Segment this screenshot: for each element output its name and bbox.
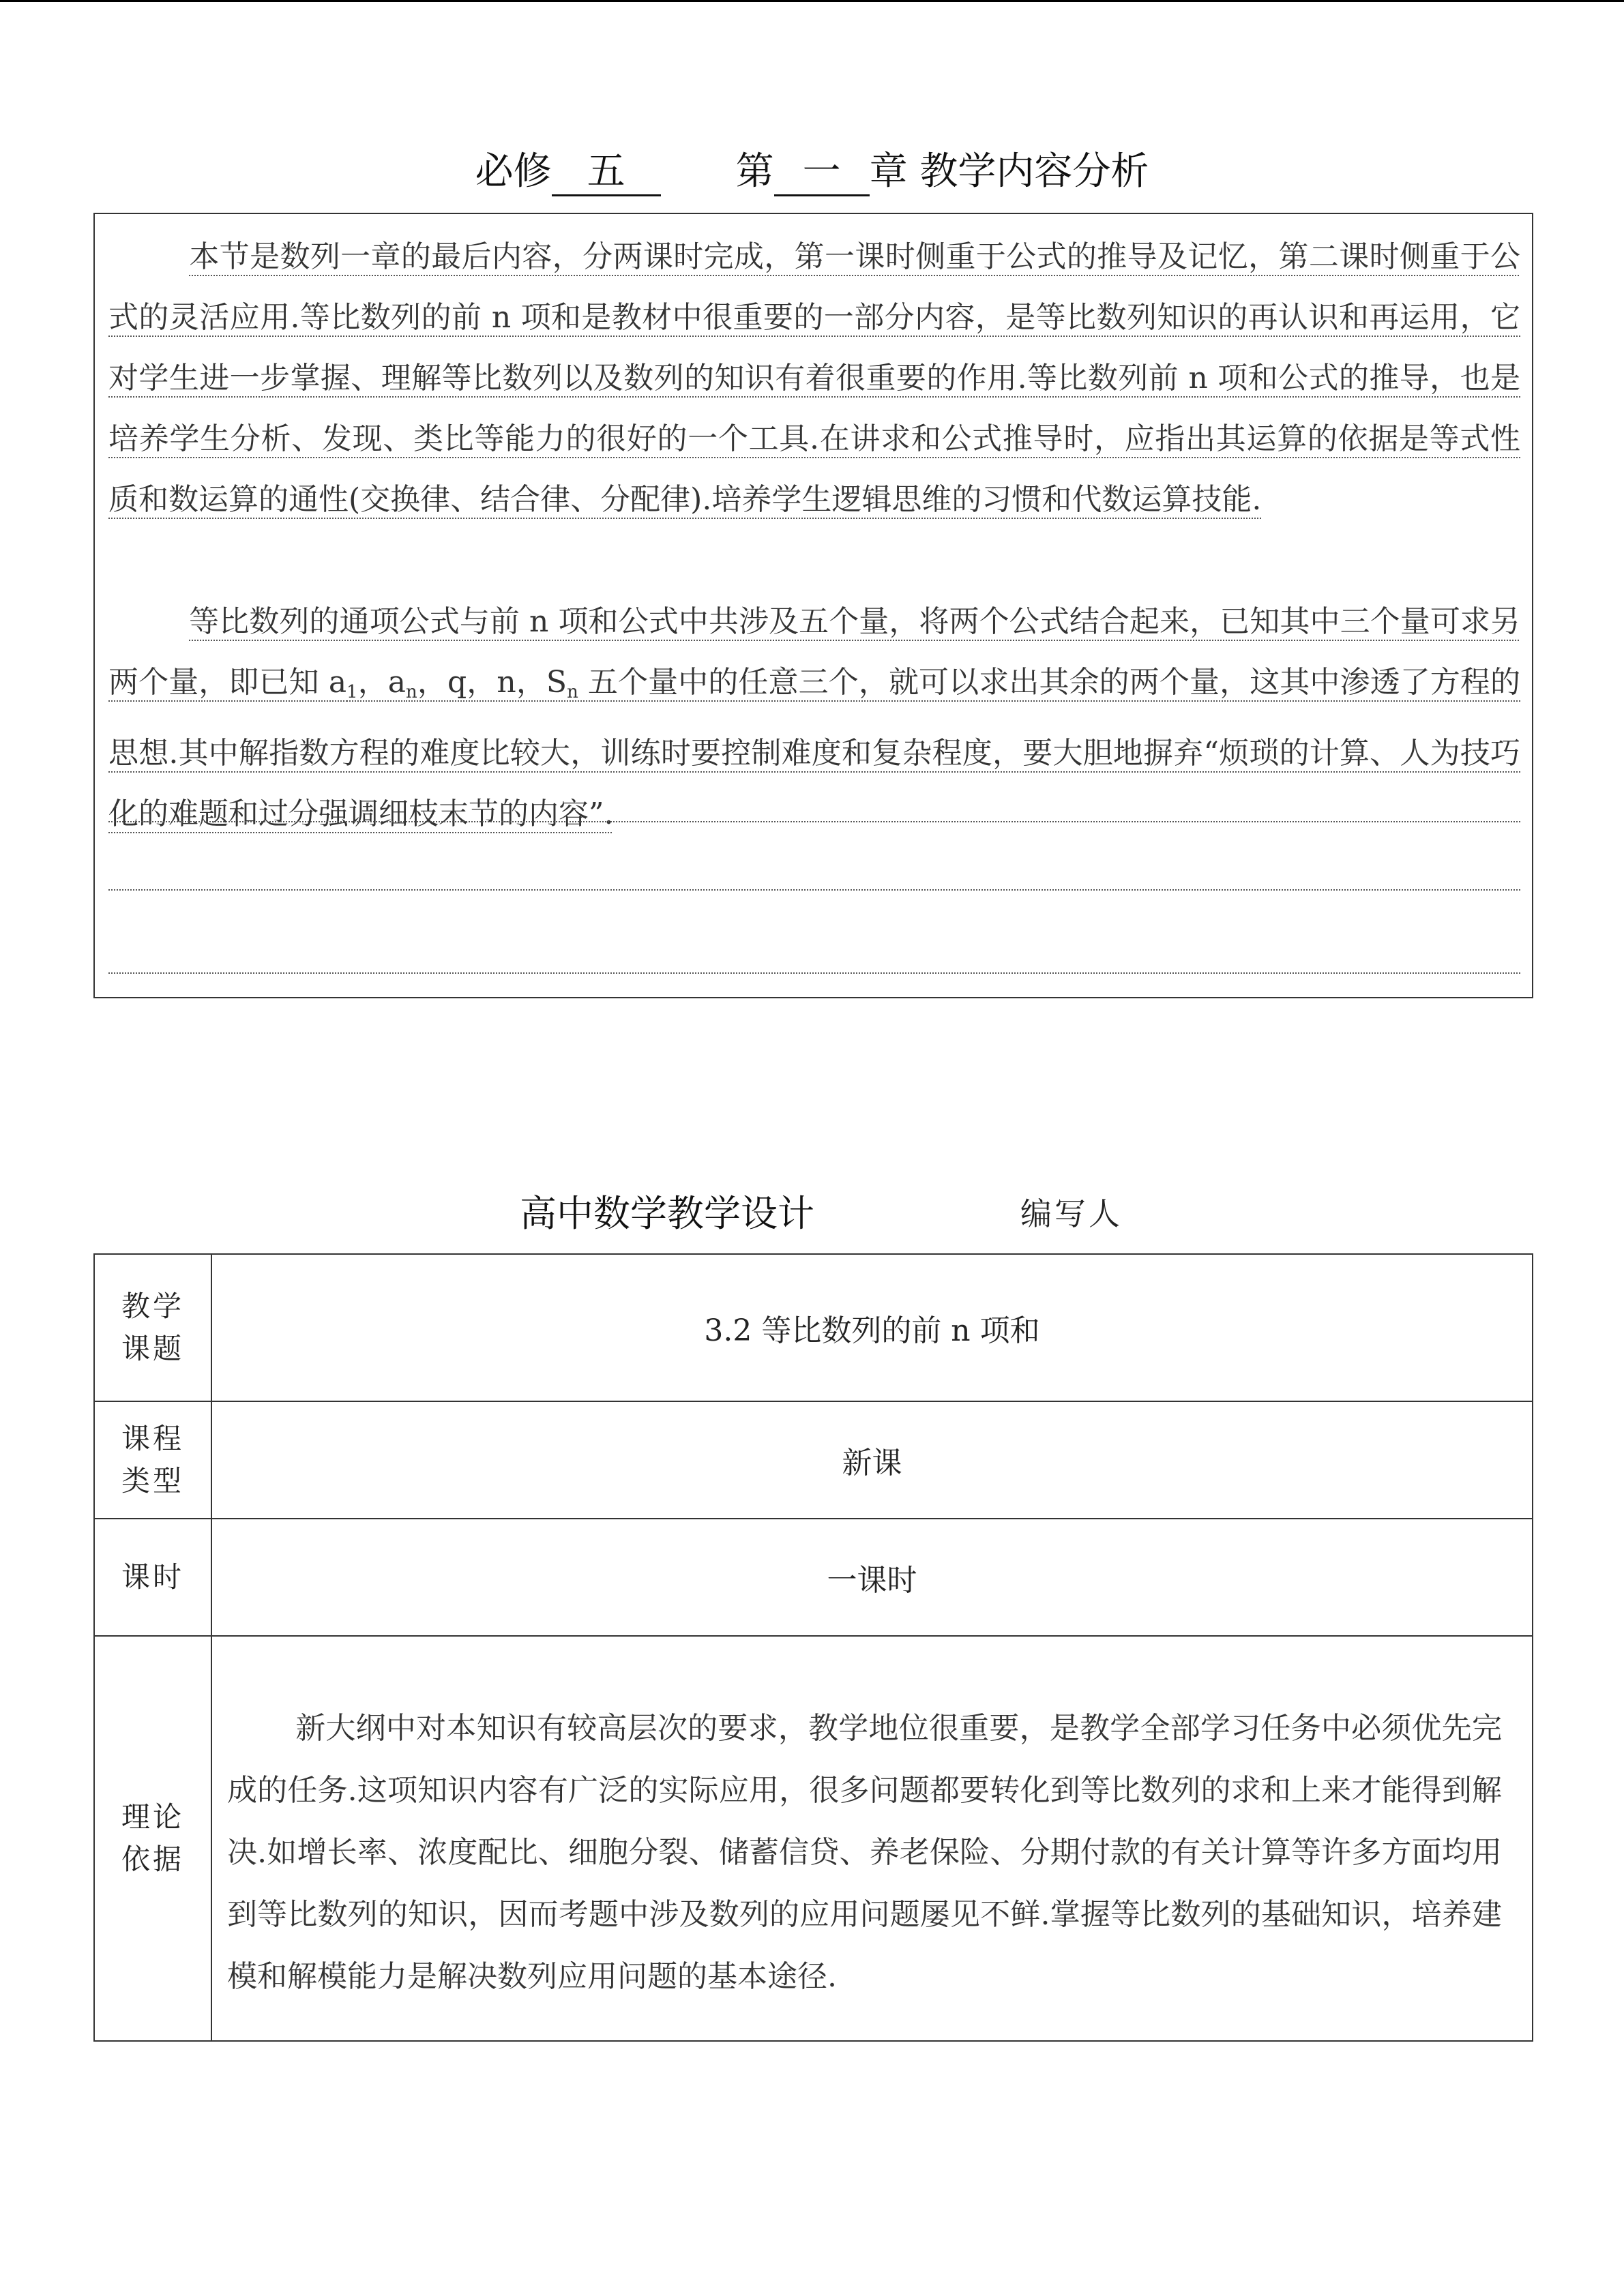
dotted-writing-line (108, 821, 1520, 822)
theory-basis-cell (211, 1636, 1533, 2041)
theory-basis-text: 新大纲中对本知识有较高层次的要求，教学地位很重要，是教学全部学习任务中必须优先完成的任务.这项知识内容有广泛的实际应用，很多问题都要转化到等比数列的求和上来才能得到解决.如增长率、浓度配比、细胞分裂、储蓄信贷、养老保险、分期付款的有关计算等许多方面均用到等比数列的知识，因而考题中涉及数列的应用问题屡见不鲜.掌握等比数列的基础知识，培养建模和解模能力是解决数列应用问题的基本途径. (227, 1710, 1502, 1994)
chapter-heading (0, 145, 1624, 199)
class-hours-label: 课时 (94, 1519, 211, 1636)
analysis-paragraph-2: 等比数列的通项公式与前 n 项和公式中共涉及五个量，将两个公式结合起来，已知其中三个量可求另两个量，即已知 $a_1$，$a_n$，q，n，$S_n$ 五个量中的任意三个，就可以求出其余的两个量，这其中渗透了方程的思想.其中解指数方程的难度比较大，训练时要控制难度和复杂程度，要大胆地摒弃“烦琐的计算、人为技巧化的难题和过分强调细枝末节的内容”. (108, 604, 1521, 831)
table-row (94, 1519, 1533, 1636)
design-title: 高中数学教学设计 (520, 1192, 814, 1235)
table-row (94, 1254, 1533, 1401)
content-analysis-box (93, 213, 1533, 998)
dotted-writing-line (108, 889, 1520, 891)
lesson-plan-table (93, 1253, 1533, 2042)
theory-basis-label: 理论 依据 (94, 1636, 211, 2041)
module-number: 五 (552, 149, 661, 196)
table-row (94, 1401, 1533, 1519)
chapter-suffix: 章 (869, 149, 908, 194)
course-type-value: 新课 (211, 1401, 1533, 1519)
heading-title: 教学内容分析 (919, 149, 1149, 194)
class-hours-value: 一课时 (211, 1519, 1533, 1636)
course-type-label: 课程 类型 (94, 1401, 211, 1519)
chapter-prefix: 第 (735, 149, 774, 194)
writer-label: 编写人 (1020, 1195, 1123, 1232)
analysis-paragraph-1: 本节是数列一章的最后内容，分两课时完成，第一课时侧重于公式的推导及记忆，第二课时侧重于公式的灵活应用.等比数列的前 n 项和是教材中很重要的一部分内容，是等比数列知识的再认识和再运用，它对学生进一步掌握、理解等比数列以及数列的知识有着很重要的作用.等比数列前 n 项和公式的推导，也是培养学生分析、发现、类比等能力的很好的一个工具.在讲求和公式推导时，应指出其运算的依据是等式性质和数运算的通性(交换律、结合律、分配律).培养学生逻辑思维的习惯和代数运算技能. (108, 239, 1520, 517)
heading-prefix: 必修 (475, 149, 552, 194)
chapter-number: 一 (774, 149, 870, 196)
top-border-line (0, 0, 1624, 2)
topic-value: 3.2 等比数列的前 n 项和 (211, 1254, 1533, 1401)
topic-label: 教学 课题 (94, 1254, 211, 1401)
table-row (94, 1636, 1533, 2041)
dotted-writing-line (108, 972, 1520, 974)
